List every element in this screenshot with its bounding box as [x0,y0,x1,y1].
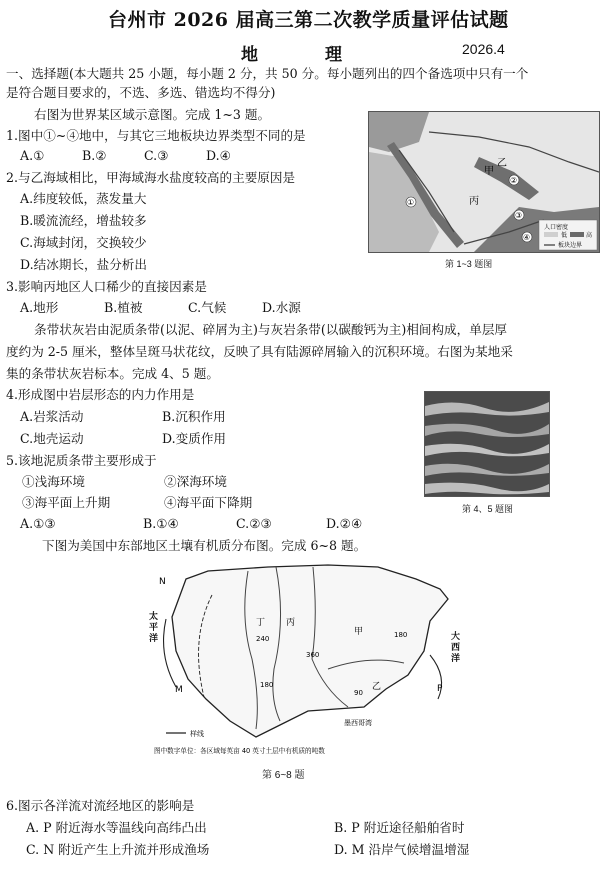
q1-option-c[interactable]: C.③ [144,148,169,163]
q4-option-c[interactable]: C.地壳运动 [20,431,84,446]
map-gulf-label: 墨西哥湾 [344,719,372,727]
map-label-4: ④ [523,233,531,242]
q1-option-d[interactable]: D.④ [206,148,231,163]
figure-us-soil-map [148,559,466,761]
q4-option-d[interactable]: D.变质作用 [162,431,227,446]
q2-option-c[interactable]: C.海域封闭，交换较少 [20,235,147,250]
map-value-180-west: 180 [260,681,274,689]
limestone-specimen-svg [425,392,549,496]
middle-east-map-svg [369,112,599,252]
map-letter-n: N [159,577,166,587]
q2-stem: 2.与乙海域相比，甲海域海水盐度较高的主要原因是 [6,170,296,185]
map-value-90: 90 [354,689,363,697]
figure-3-caption: 第 6~8 题 [262,770,305,781]
map-letter-ding: 丁 [256,618,266,628]
exam-date: 2026.4 [462,41,505,57]
q5-stem: 5.该地泥质条带主要形成于 [6,453,157,468]
passage2-line-3: 集的条带状灰岩标本。完成 4、5 题。 [6,366,219,381]
q4-option-b[interactable]: B.沉积作用 [162,409,226,424]
figure-2-caption: 第 4、5 题图 [462,504,514,514]
legend-low-swatch [544,232,558,237]
q6-option-b[interactable]: B. P 附近途径船舶省时 [334,820,465,835]
map-letter-p: P [437,684,443,694]
q6-stem: 6.图示各洋流对流经地区的影响是 [6,798,195,813]
q1-option-b[interactable]: B.② [82,148,107,163]
legend-low: 低 [561,232,568,239]
legend-high: 高 [586,232,593,239]
map-label-bing: 丙 [469,196,479,207]
passage2-line-2: 度约为 2-5 厘米，整体呈斑马状花纹，反映了具有陆源碎屑输入的沉积环境。右图为某地采 [6,344,513,359]
q3-option-a[interactable]: A.地形 [20,300,59,315]
subject-char-1: 地 [241,45,258,65]
map-value-240: 240 [256,635,270,643]
q3-stem: 3.影响丙地区人口稀少的直接因素是 [6,279,207,294]
subject-char-2: 理 [325,45,342,65]
q6-option-d[interactable]: D. M 沿岸气候增温增湿 [334,842,470,857]
legend-boundary: 板块边界 [558,242,583,249]
q3-option-b[interactable]: B.植被 [104,300,143,315]
map-label-yi: 乙 [497,158,507,169]
figure-middle-east-map [368,111,600,253]
q5-item-4: ④海平面下降期 [164,495,253,510]
figure-limestone-specimen [424,391,550,497]
q5-option-d[interactable]: D.②④ [326,516,363,531]
section-intro-line-2: 是符合题目要求的，不选、多选、错选均不得分) [6,85,276,100]
legend-high-swatch [570,232,584,237]
q5-option-c[interactable]: C.②③ [236,516,272,531]
ocean-label-atlantic: 大西洋 [449,631,459,664]
q4-option-a[interactable]: A.岩浆活动 [20,409,84,424]
passage2-line-1: 条带状灰岩由泥质条带(以泥、碎屑为主)与灰岩条带(以碳酸钙为主)相间构成，单层厚 [34,322,508,337]
q1-stem: 1.图中①~④地中，与其它三地板块边界类型不同的是 [6,128,306,143]
exam-title: 台州市 2026 届高三第二次教学质量评估试题 [108,9,509,31]
map-label-1: ① [407,198,415,207]
q5-item-2: ②深海环境 [164,474,227,489]
q5-item-1: ①浅海环境 [22,474,85,489]
q2-option-a[interactable]: A.纬度较低，蒸发量大 [20,191,147,206]
q6-option-c[interactable]: C. N 附近产生上升流并形成渔场 [26,842,210,857]
us-soil-map-svg [148,559,466,761]
group-stem-1: 右图为世界某区域示意图。完成 1~3 题。 [34,107,271,122]
section-intro-line-1: 一、选择题(本大题共 25 小题，每小题 2 分，共 50 分。每小题列出的四个备选项中只有一个 [6,66,529,81]
ocean-label-pacific: 太平洋 [147,611,157,644]
figure-1-caption: 第 1~3 题图 [445,259,493,269]
q6-option-a[interactable]: A. P 附近海水等温线向高纬凸出 [26,820,207,835]
map-label-jia: 甲 [484,166,494,177]
map-legend-text: 样线 [190,730,204,738]
q5-option-b[interactable]: B.①④ [143,516,179,531]
q5-item-3: ③海平面上升期 [22,495,111,510]
q1-option-a[interactable]: A.① [20,148,45,163]
legend-title: 人口密度 [544,224,569,231]
map-label-2: ② [510,176,518,185]
q2-option-b[interactable]: B.暖流流经，增盐较多 [20,213,147,228]
passage3-stem: 下图为美国中东部地区土壤有机质分布图。完成 6~8 题。 [42,538,367,553]
q3-option-d[interactable]: D.水源 [262,300,301,315]
q4-stem: 4.形成图中岩层形态的内力作用是 [6,387,195,402]
map-letter-bing: 丙 [286,618,296,628]
map-letter-jia: 甲 [354,627,364,637]
map-value-180-east: 180 [394,631,408,639]
q3-option-c[interactable]: C.气候 [188,300,227,315]
q2-option-d[interactable]: D.结冰期长，盐分析出 [20,257,147,272]
map-value-360: 360 [306,651,320,659]
map-label-3: ③ [515,211,523,220]
q5-option-a[interactable]: A.①③ [20,516,56,531]
map-letter-m: M [175,685,183,695]
map-letter-yi: 乙 [372,682,382,692]
map-unit-note: 图中数字单位：各区域每英亩 40 英寸土层中有机质的吨数 [154,747,325,755]
